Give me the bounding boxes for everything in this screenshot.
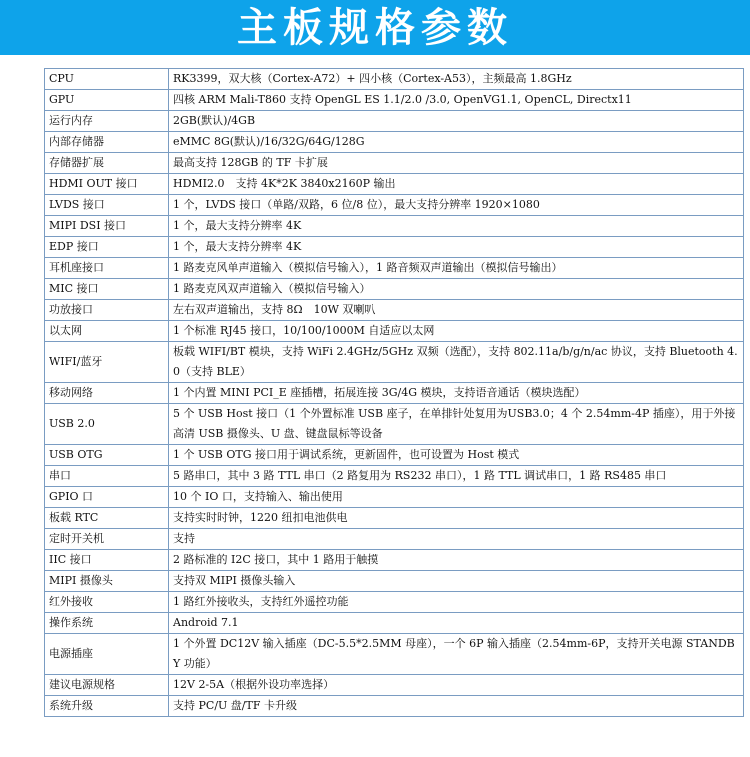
spec-value: 5 路串口，其中 3 路 TTL 串口（2 路复用为 RS232 串口），1 路 TTL 调试串口，1 路 RS485 串口 <box>169 466 744 487</box>
spec-value: 2GB(默认)/4GB <box>169 111 744 132</box>
spec-label: 存储器扩展 <box>45 153 169 174</box>
spec-row <box>45 111 744 132</box>
spec-row <box>45 613 744 634</box>
spec-label: IIC 接口 <box>45 550 169 571</box>
spec-row <box>45 404 744 445</box>
spec-value: 支持双 MIPI 摄像头输入 <box>169 571 744 592</box>
spec-label: 操作系统 <box>45 613 169 634</box>
spec-row <box>45 237 744 258</box>
spec-row <box>45 153 744 174</box>
spec-value: 支持 <box>169 529 744 550</box>
spec-label: 电源插座 <box>45 634 169 675</box>
spec-label: 红外接收 <box>45 592 169 613</box>
spec-label: 耳机座接口 <box>45 258 169 279</box>
spec-value: 1 个外置 DC12V 输入插座（DC-5.5*2.5MM 母座），一个 6P 输入插座（2.54mm-6P，支持开关电源 STANDBY 功能） <box>169 634 744 675</box>
spec-value: 2 路标准的 I2C 接口，其中 1 路用于触摸 <box>169 550 744 571</box>
spec-label: WIFI/蓝牙 <box>45 342 169 383</box>
spec-row <box>45 300 744 321</box>
spec-row <box>45 342 744 383</box>
spec-label: 功放接口 <box>45 300 169 321</box>
spec-label: 系统升级 <box>45 696 169 717</box>
spec-row <box>45 487 744 508</box>
spec-value: 1 个，最大支持分辨率 4K <box>169 216 744 237</box>
spec-value: HDMI2.0 支持 4K*2K 3840x2160P 输出 <box>169 174 744 195</box>
spec-row <box>45 174 744 195</box>
spec-row <box>45 675 744 696</box>
spec-value: 1 路麦克风双声道输入（模拟信号输入） <box>169 279 744 300</box>
spec-value: 1 个，最大支持分辨率 4K <box>169 237 744 258</box>
spec-label: 定时开关机 <box>45 529 169 550</box>
spec-row <box>45 550 744 571</box>
spec-table-body <box>45 69 744 717</box>
spec-label: LVDS 接口 <box>45 195 169 216</box>
spec-label: HDMI OUT 接口 <box>45 174 169 195</box>
spec-value: 1 路麦克风单声道输入（模拟信号输入），1 路音频双声道输出（模拟信号输出） <box>169 258 744 279</box>
spec-value: 左右双声道输出，支持 8Ω 10W 双喇叭 <box>169 300 744 321</box>
spec-label: MIPI 摄像头 <box>45 571 169 592</box>
spec-row <box>45 90 744 111</box>
spec-value: 支持实时时钟，1220 纽扣电池供电 <box>169 508 744 529</box>
spec-value: 最高支持 128GB 的 TF 卡扩展 <box>169 153 744 174</box>
spec-value: 四核 ARM Mali-T860 支持 OpenGL ES 1.1/2.0 /3.0, OpenVG1.1, OpenCL, Directx11 <box>169 90 744 111</box>
spec-label: 板载 RTC <box>45 508 169 529</box>
spec-table <box>44 68 744 717</box>
spec-label: 移动网络 <box>45 383 169 404</box>
spec-label: 内部存储器 <box>45 132 169 153</box>
spec-value: 1 路红外接收头，支持红外遥控功能 <box>169 592 744 613</box>
spec-value: Android 7.1 <box>169 613 744 634</box>
spec-label: USB 2.0 <box>45 404 169 445</box>
spec-row <box>45 529 744 550</box>
spec-row <box>45 69 744 90</box>
spec-value: 1 个标准 RJ45 接口，10/100/1000M 自适应以太网 <box>169 321 744 342</box>
spec-row <box>45 696 744 717</box>
spec-value: 支持 PC/U 盘/TF 卡升级 <box>169 696 744 717</box>
spec-value: eMMC 8G(默认)/16/32G/64G/128G <box>169 132 744 153</box>
page-title: 主板规格参数 <box>237 4 513 51</box>
spec-value: 板载 WIFI/BT 模块，支持 WiFi 2.4GHz/5GHz 双频（选配），支持 802.11a/b/g/n/ac 协议，支持 Bluetooth 4.0（支持 BLE） <box>169 342 744 383</box>
spec-label: CPU <box>45 69 169 90</box>
spec-row <box>45 445 744 466</box>
spec-label: USB OTG <box>45 445 169 466</box>
spec-row <box>45 634 744 675</box>
spec-value: 10 个 IO 口，支持输入、输出使用 <box>169 487 744 508</box>
spec-value: 5 个 USB Host 接口（1 个外置标准 USB 座子，在单排针处复用为USB3.0；4 个 2.54mm-4P 插座），用于外接高清 USB 摄像头、U 盘、键盘鼠标等设备 <box>169 404 744 445</box>
spec-row <box>45 321 744 342</box>
spec-value: 1 个，LVDS 接口（单路/双路，6 位/8 位），最大支持分辨率 1920×1080 <box>169 195 744 216</box>
spec-label: 建议电源规格 <box>45 675 169 696</box>
spec-label: MIPI DSI 接口 <box>45 216 169 237</box>
spec-label: GPIO 口 <box>45 487 169 508</box>
spec-label: 以太网 <box>45 321 169 342</box>
spec-row <box>45 508 744 529</box>
spec-label: MIC 接口 <box>45 279 169 300</box>
spec-value: RK3399，双大核（Cortex-A72）+ 四小核（Cortex-A53），主频最高 1.8GHz <box>169 69 744 90</box>
spec-value: 1 个 USB OTG 接口用于调试系统，更新固件，也可设置为 Host 模式 <box>169 445 744 466</box>
spec-row <box>45 258 744 279</box>
spec-row <box>45 571 744 592</box>
spec-label: EDP 接口 <box>45 237 169 258</box>
spec-label: 运行内存 <box>45 111 169 132</box>
spec-value: 1 个内置 MINI PCI_E 座插槽，拓展连接 3G/4G 模块，支持语音通话（模块选配） <box>169 383 744 404</box>
spec-row <box>45 216 744 237</box>
spec-row <box>45 195 744 216</box>
spec-label: 串口 <box>45 466 169 487</box>
title-banner <box>0 0 750 55</box>
spec-row <box>45 466 744 487</box>
spec-value: 12V 2-5A（根据外设功率选择） <box>169 675 744 696</box>
spec-row <box>45 132 744 153</box>
spec-row <box>45 592 744 613</box>
spec-label: GPU <box>45 90 169 111</box>
spec-row <box>45 279 744 300</box>
spec-row <box>45 383 744 404</box>
